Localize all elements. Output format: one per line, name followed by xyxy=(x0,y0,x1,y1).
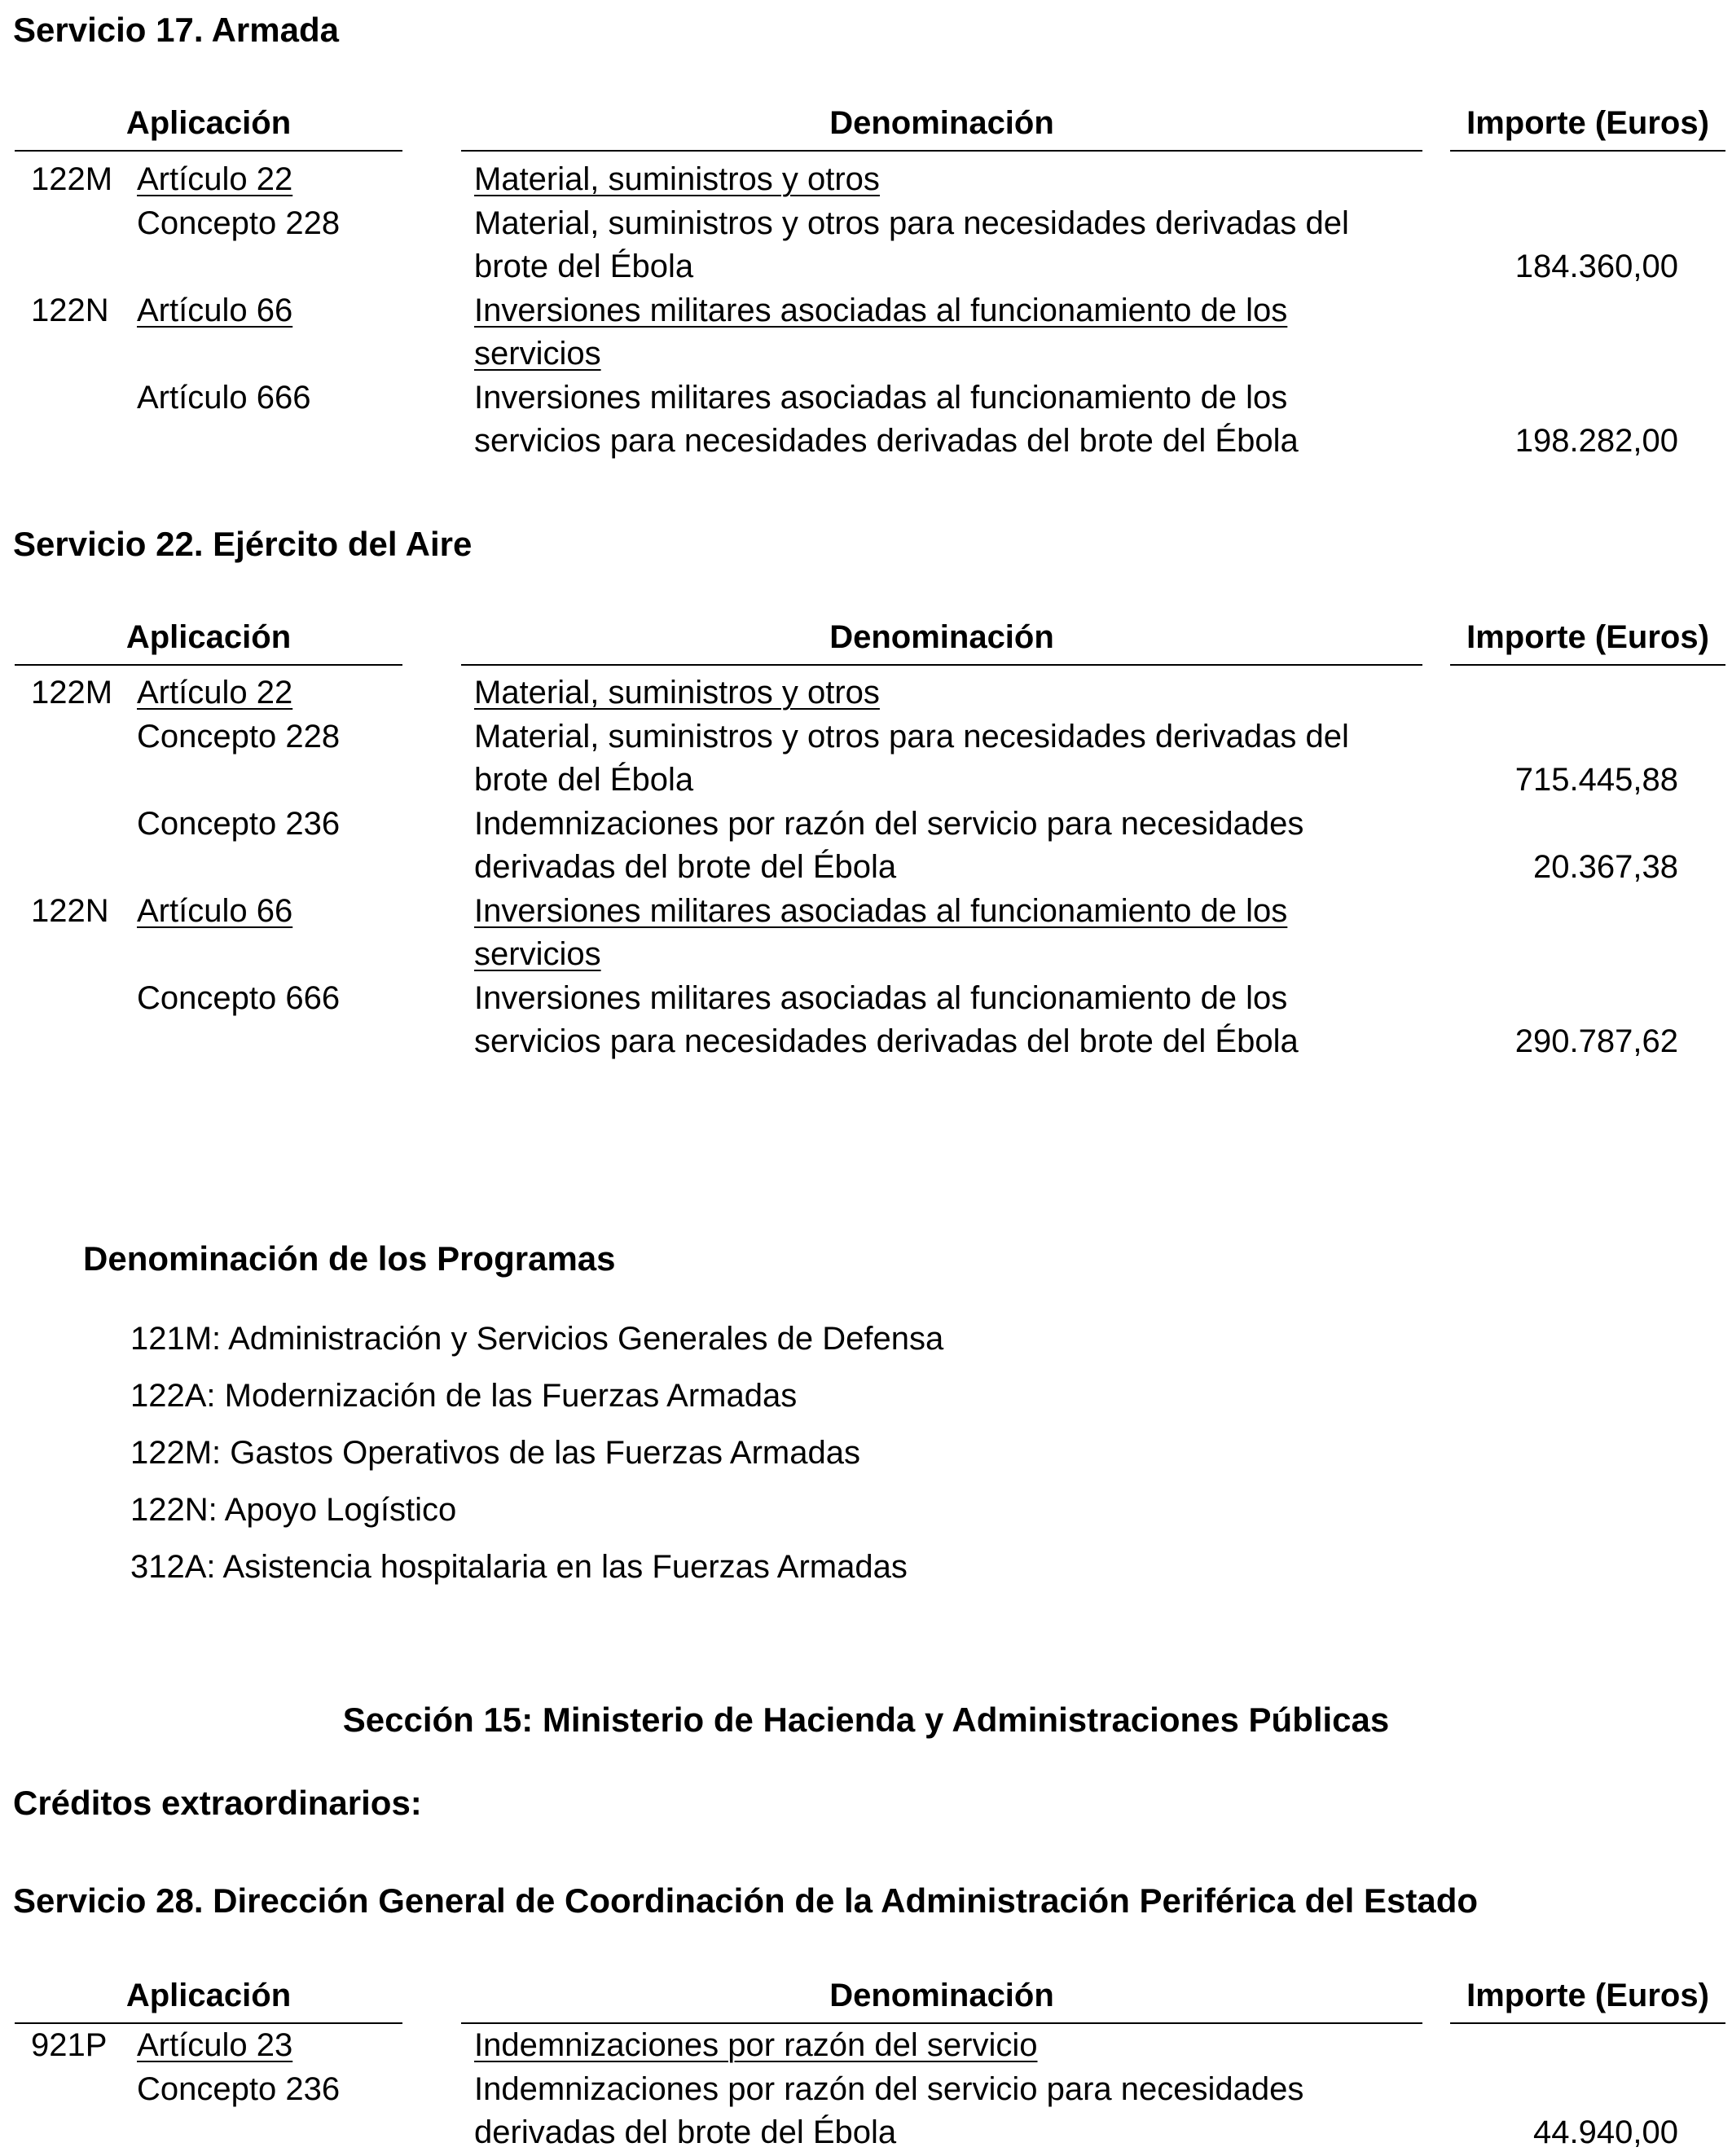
item-amount: 198.282,00 xyxy=(1514,423,1678,459)
service-28-table-header xyxy=(0,1975,1732,2024)
item-code: Artículo 666 xyxy=(137,379,311,416)
item-description: Inversiones militares asociadas al funcionamiento de los servicios xyxy=(474,892,1288,972)
item-description: Inversiones militares asociadas al funcionamiento de los servicios xyxy=(474,292,1288,372)
service-22-rows xyxy=(0,671,1732,1064)
table-row xyxy=(0,803,1732,890)
programs-title: Denominación de los Programas xyxy=(83,1239,616,1278)
header-importe: Importe (Euros) xyxy=(1450,103,1725,152)
table-row xyxy=(0,715,1732,803)
program-item: 122N: Apoyo Logístico xyxy=(130,1492,457,1528)
table-row xyxy=(0,671,1732,715)
item-amount: 715.445,88 xyxy=(1514,762,1678,798)
program-code: 122M xyxy=(31,161,113,197)
item-code: Concepto 228 xyxy=(137,205,341,241)
item-description: Material, suministros y otros xyxy=(474,161,880,197)
item-description: Inversiones militares asociadas al funcionamiento de los servicios para necesidades derivadas del brote del Ébola xyxy=(474,979,1299,1059)
service-28-title: Servicio 28. Dirección General de Coordinación de la Administración Periférica del Estado xyxy=(13,1881,1479,1920)
table-row xyxy=(0,202,1732,289)
program-code: 122M xyxy=(31,675,113,711)
service-22-title: Servicio 22. Ejército del Aire xyxy=(13,525,473,563)
item-description: Material, suministros y otros para necesidades derivadas del brote del Ébola xyxy=(474,718,1349,798)
table-row xyxy=(0,977,1732,1064)
header-aplicacion: Aplicación xyxy=(15,617,402,666)
item-code: Concepto 236 xyxy=(137,2070,341,2107)
item-code: Artículo 66 xyxy=(137,292,293,328)
table-row xyxy=(0,2068,1732,2155)
program-item: 122A: Modernización de las Fuerzas Armadas xyxy=(130,1378,798,1414)
item-code: Concepto 666 xyxy=(137,979,341,1016)
item-amount: 20.367,38 xyxy=(1533,849,1678,885)
table-row xyxy=(0,376,1732,464)
program-code: 921P xyxy=(31,2027,108,2063)
program-item: 122M: Gastos Operativos de las Fuerzas Armadas xyxy=(130,1435,860,1471)
item-description: Inversiones militares asociadas al funcionamiento de los servicios para necesidades derivadas del brote del Ébola xyxy=(474,379,1299,459)
item-amount: 184.360,00 xyxy=(1514,249,1678,284)
program-item: 312A: Asistencia hospitalaria en las Fuerzas Armadas xyxy=(130,1549,908,1585)
table-row xyxy=(0,289,1732,376)
item-code: Concepto 228 xyxy=(137,718,341,755)
program-item: 121M: Administración y Servicios Generales de Defensa xyxy=(130,1321,944,1357)
table-row xyxy=(0,158,1732,202)
service-17-table-header xyxy=(0,103,1732,152)
service-17-rows xyxy=(0,158,1732,464)
item-amount: 290.787,62 xyxy=(1514,1023,1678,1059)
header-aplicacion: Aplicación xyxy=(15,103,402,152)
program-code: 122N xyxy=(31,292,109,328)
item-description: Indemnizaciones por razón del servicio xyxy=(474,2027,1038,2063)
section-15-subtitle: Créditos extraordinarios: xyxy=(13,1784,422,1822)
item-code: Concepto 236 xyxy=(137,805,341,842)
item-description: Material, suministros y otros para necesidades derivadas del brote del Ébola xyxy=(474,205,1349,284)
header-importe: Importe (Euros) xyxy=(1450,1975,1725,2024)
service-17-title: Servicio 17. Armada xyxy=(13,11,339,49)
header-denominacion: Denominación xyxy=(461,617,1422,666)
header-denominacion: Denominación xyxy=(461,1975,1422,2024)
item-amount: 44.940,00 xyxy=(1533,2114,1678,2150)
table-row xyxy=(0,890,1732,977)
item-code: Artículo 22 xyxy=(137,161,293,197)
table-row xyxy=(0,2024,1732,2068)
item-description: Indemnizaciones por razón del servicio para necesidades derivadas del brote del Ébola xyxy=(474,805,1304,885)
header-aplicacion: Aplicación xyxy=(15,1975,402,2024)
item-code: Artículo 22 xyxy=(137,675,293,711)
programs-list xyxy=(130,1310,943,1595)
item-code: Artículo 23 xyxy=(137,2027,293,2063)
program-code: 122N xyxy=(31,892,109,929)
item-description: Material, suministros y otros xyxy=(474,675,880,711)
service-22-table-header xyxy=(0,617,1732,666)
item-description: Indemnizaciones por razón del servicio para necesidades derivadas del brote del Ébola xyxy=(474,2070,1304,2150)
header-denominacion: Denominación xyxy=(461,103,1422,152)
item-code: Artículo 66 xyxy=(137,892,293,929)
header-importe: Importe (Euros) xyxy=(1450,617,1725,666)
section-15-title: Sección 15: Ministerio de Hacienda y Administraciones Públicas xyxy=(342,1701,1390,1739)
service-28-rows xyxy=(0,2024,1732,2155)
